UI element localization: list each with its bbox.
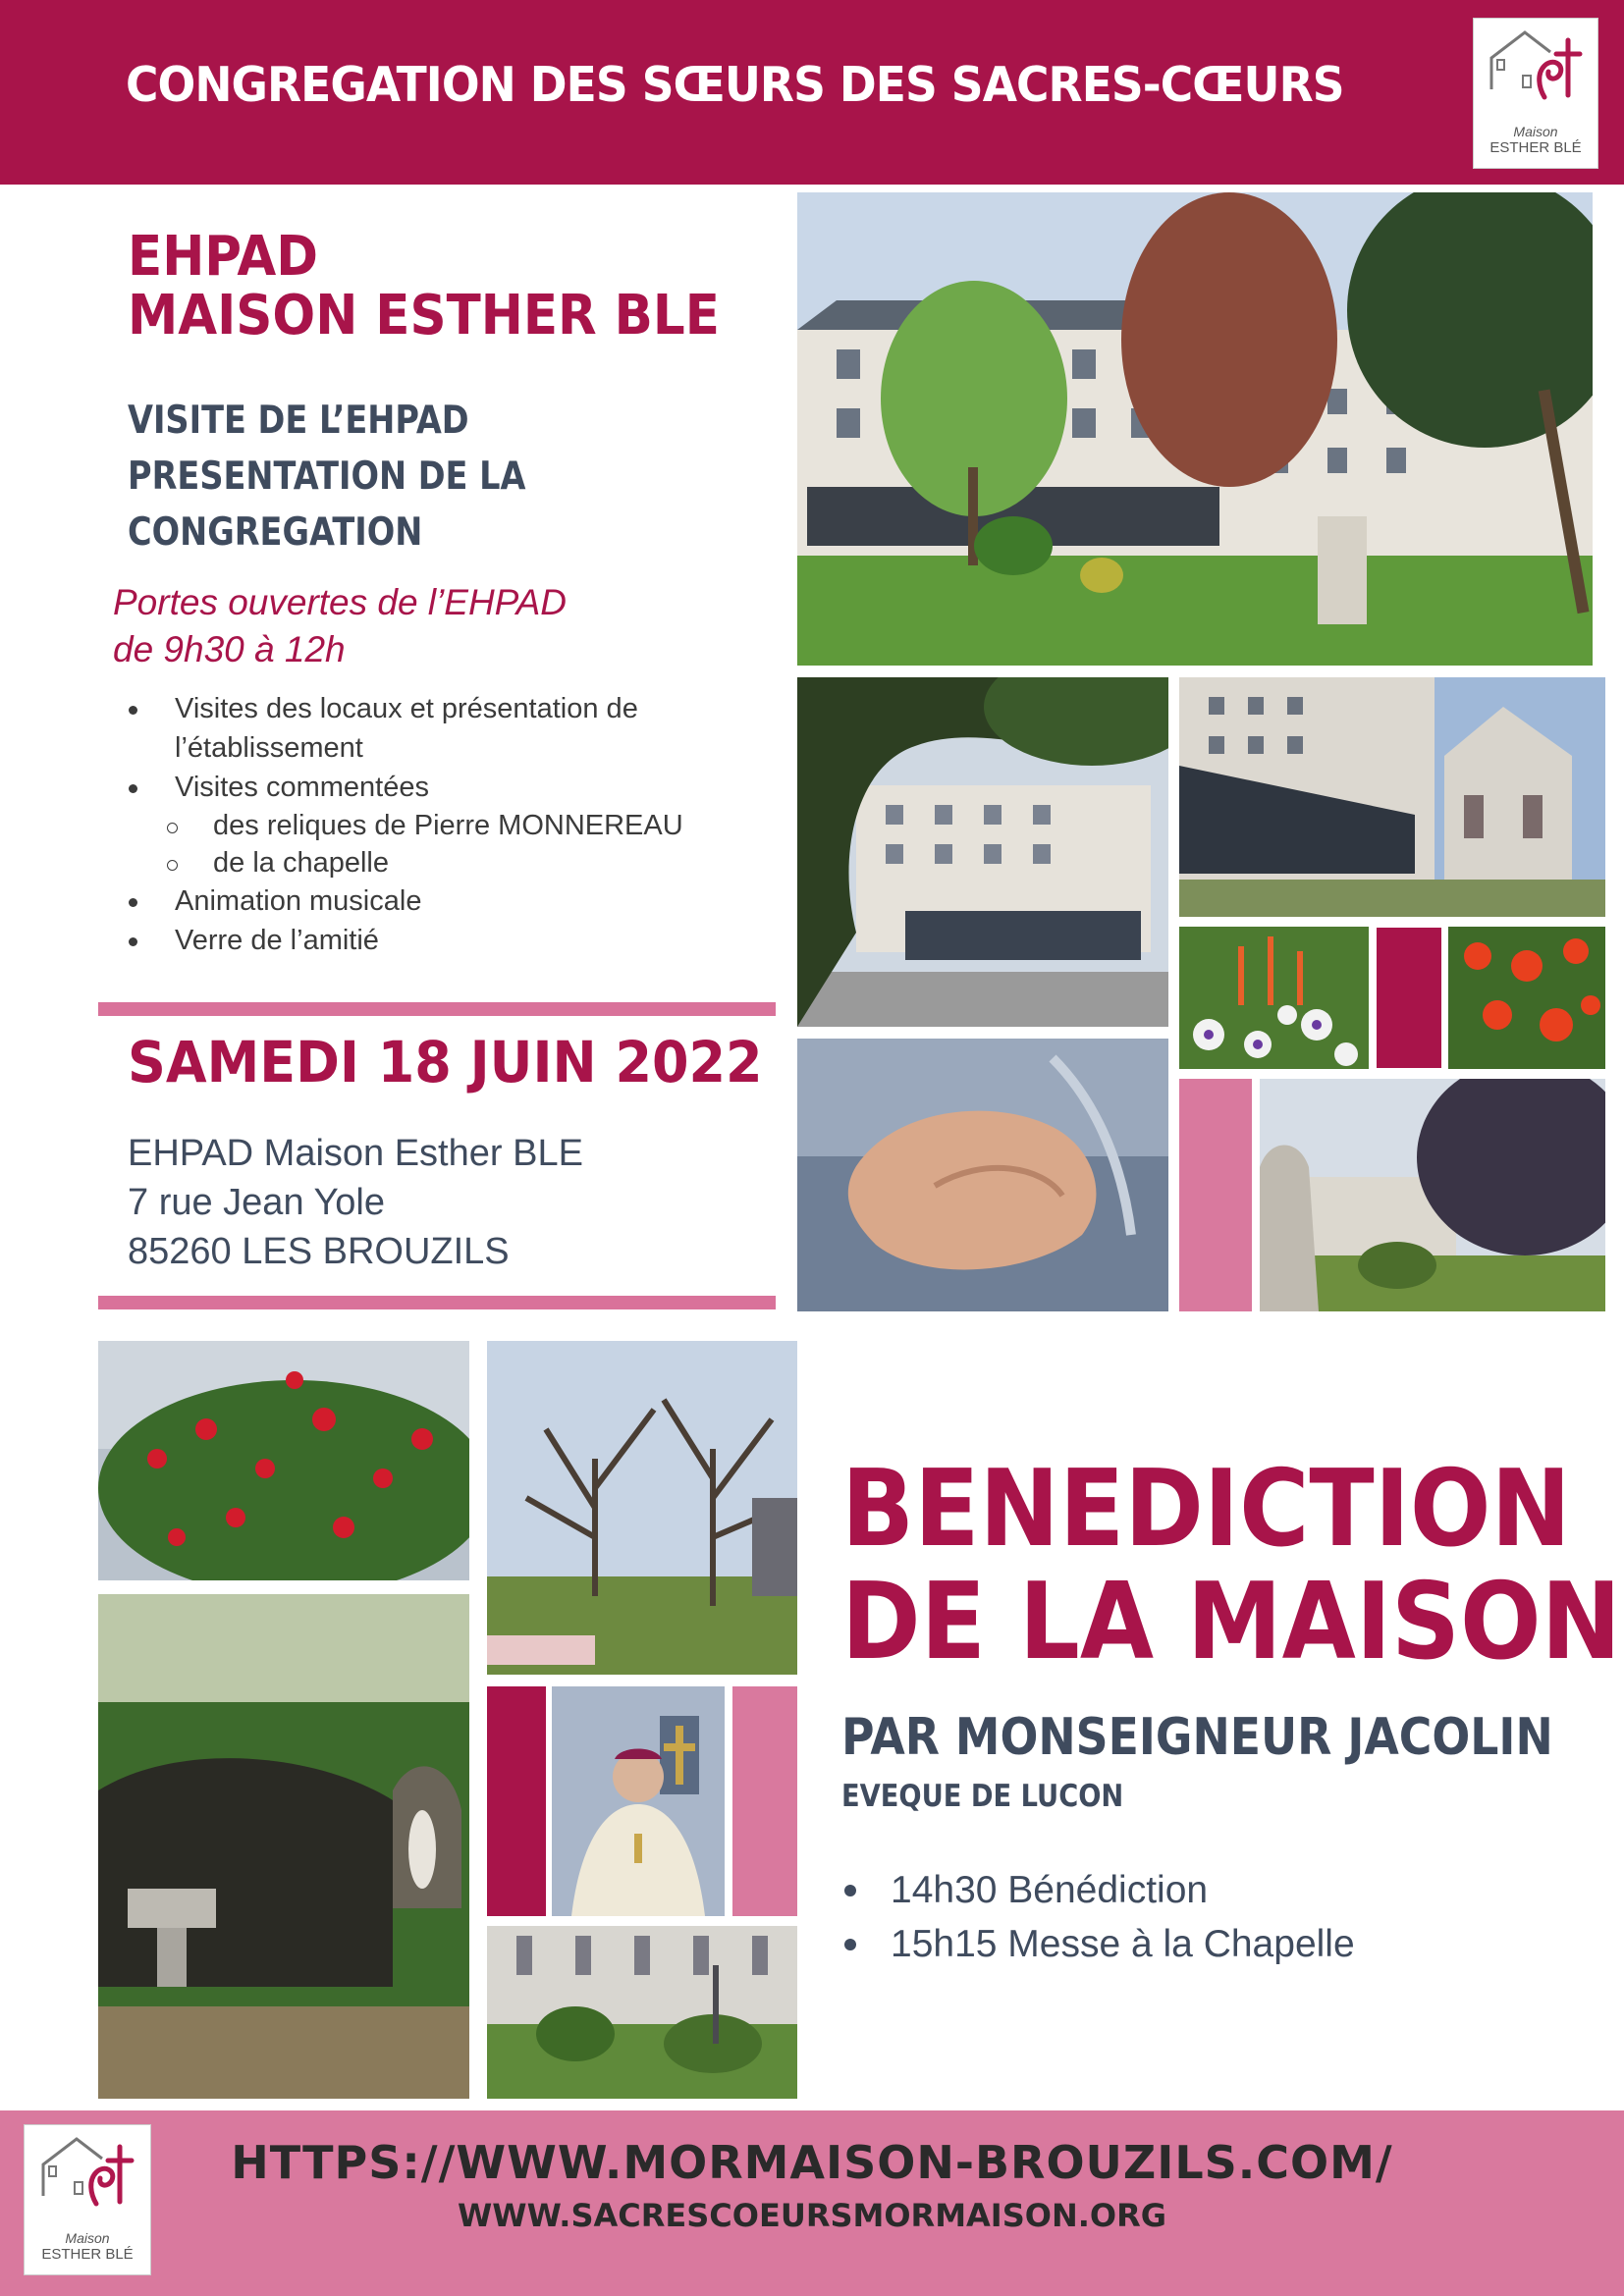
benediction-schedule — [841, 1863, 1355, 1971]
bullet-icon — [129, 898, 137, 907]
divider-bottom — [98, 1296, 776, 1309]
subtitle-line3: CONGREGATION — [128, 510, 423, 555]
decor-block-maroon — [487, 1686, 546, 1916]
decor-block-maroon — [1377, 928, 1441, 1068]
schedule-item — [841, 1917, 1355, 1971]
benediction-title — [841, 1448, 1622, 1683]
photo-red-roses — [1448, 927, 1605, 1069]
program-list — [126, 689, 715, 960]
program-item — [126, 881, 715, 921]
benediction-title-line1: BENEDICTION — [841, 1448, 1571, 1571]
website-link-primary[interactable]: HTTPS://WWW.MORMAISON-BROUZILS.COM/ — [231, 2136, 1393, 2189]
ehpad-title-line2: MAISON ESTHER BLE — [128, 284, 720, 347]
bullet-icon — [844, 1939, 856, 1950]
logo-line2: ESTHER BLÉ — [1489, 139, 1582, 156]
photo-chapel — [1179, 677, 1605, 917]
address-line2: 7 rue Jean Yole — [128, 1182, 386, 1223]
bullet-icon — [129, 784, 137, 793]
decor-block-pink — [732, 1686, 797, 1916]
program-item2-sub2: de la chapelle — [213, 847, 389, 879]
benediction-officiant-role: EVEQUE DE LUCON — [841, 1779, 1124, 1814]
photo-grotto — [98, 1594, 469, 2099]
logo-line1: Maison — [65, 2230, 110, 2246]
program-subitem — [126, 844, 715, 881]
photo-chapel-garden — [487, 1926, 797, 2099]
event-address — [128, 1129, 583, 1276]
circle-bullet-icon — [167, 860, 178, 871]
photo-statue-garden — [1260, 1079, 1605, 1311]
photo-holding-hands — [797, 1039, 1168, 1311]
address-line3: 85260 LES BROUZILS — [128, 1231, 510, 1272]
visit-subtitle — [128, 393, 525, 561]
website-link-secondary[interactable]: WWW.SACRESCOEURSMORMAISON.ORG — [458, 2197, 1166, 2234]
photo-red-shrub — [98, 1341, 469, 1580]
subtitle-line2: PRESENTATION DE LA — [128, 454, 526, 499]
divider-top — [98, 1002, 776, 1016]
logo-line2: ESTHER BLÉ — [41, 2246, 134, 2263]
program-item4: Verre de l’amitié — [175, 925, 379, 956]
benediction-officiant: PAR MONSEIGNEUR JACOLIN — [841, 1708, 1553, 1767]
bullet-icon — [129, 937, 137, 946]
photo-building-trees — [797, 677, 1168, 1027]
program-item — [126, 921, 715, 960]
benediction-title-line2: DE LA MAISON — [841, 1561, 1622, 1683]
program-item — [126, 689, 715, 768]
bullet-icon — [129, 706, 137, 715]
program-item2-sub1: des reliques de Pierre MONNEREAU — [213, 810, 683, 841]
ehpad-title-line1: EHPAD — [128, 225, 318, 289]
circle-bullet-icon — [167, 823, 178, 833]
photo-building-garden — [797, 192, 1593, 666]
schedule-item1: 14h30 Bénédiction — [891, 1869, 1209, 1911]
program-item3: Animation musicale — [175, 885, 422, 917]
subtitle-line1: VISITE DE L’EHPAD — [128, 399, 469, 443]
open-house-text — [113, 579, 567, 673]
open-line2: de 9h30 à 12h — [113, 629, 346, 669]
schedule-item — [841, 1863, 1355, 1917]
photo-bare-trees — [487, 1341, 797, 1675]
photo-flowers-white — [1179, 927, 1369, 1069]
bullet-icon — [844, 1885, 856, 1896]
program-item2: Visites commentées — [175, 772, 429, 803]
open-line1: Portes ouvertes de l’EHPAD — [113, 582, 568, 622]
logo-line1: Maison — [1513, 124, 1558, 139]
program-item1-line2: l’établissement — [175, 732, 363, 764]
decor-block-pink — [1179, 1079, 1252, 1311]
program-item — [126, 768, 715, 807]
program-subitem — [126, 807, 715, 844]
photo-bishop-portrait — [552, 1686, 725, 1916]
house-logo-icon — [1474, 19, 1597, 127]
address-line1: EHPAD Maison Esther BLE — [128, 1133, 583, 1174]
header-title: CONGREGATION DES SŒURS DES SACRES-CŒURS — [126, 57, 1344, 113]
header-logo — [1473, 18, 1598, 169]
schedule-item2: 15h15 Messe à la Chapelle — [891, 1923, 1355, 1965]
program-item1-line1: Visites des locaux et présentation de — [175, 693, 638, 724]
ehpad-title — [128, 225, 720, 347]
event-date: SAMEDI 18 JUIN 2022 — [128, 1029, 763, 1095]
